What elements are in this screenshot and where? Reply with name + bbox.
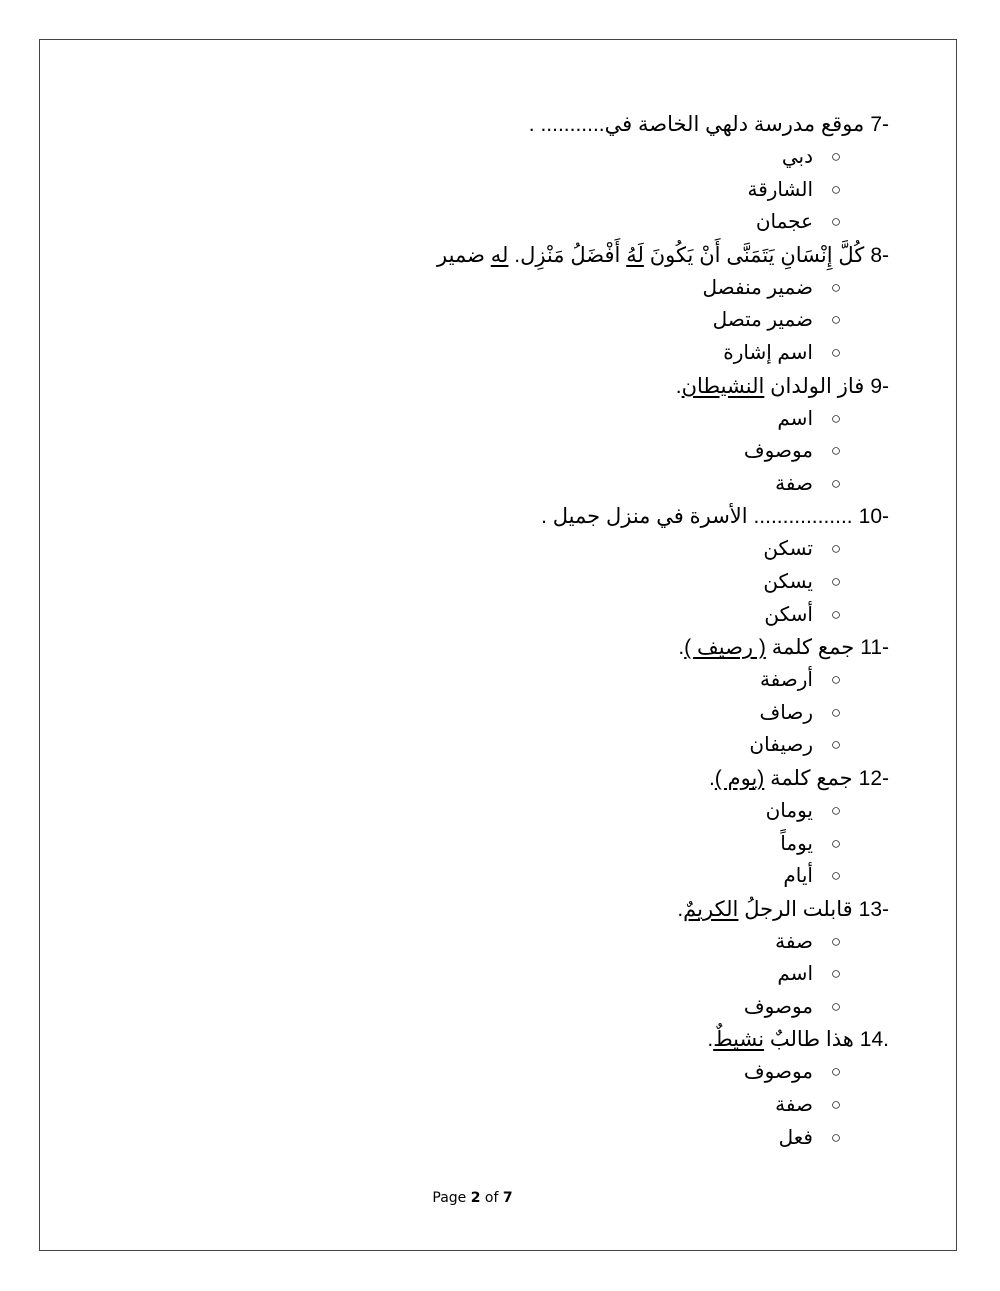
answer-option[interactable] [300, 697, 889, 730]
answer-option[interactable] [300, 174, 889, 207]
question-text: أَفْضَلُ مَنْزِل. [508, 243, 627, 267]
answer-option-label: أسكن [764, 603, 813, 626]
question-text: قابلت الرجلُ [738, 897, 853, 921]
answer-option-label: صفة [775, 1094, 813, 1117]
answer-option[interactable] [300, 468, 889, 501]
question-stem [300, 108, 889, 141]
underlined-word: ( رصيف ) [684, 636, 766, 660]
answer-option-label: الشارقة [747, 178, 813, 201]
radio-circle-icon[interactable]: ○ [830, 964, 842, 984]
radio-circle-icon[interactable]: ○ [830, 212, 842, 232]
radio-circle-icon[interactable]: ○ [830, 571, 842, 591]
question-block [300, 1023, 889, 1154]
answer-option-label: أرصفة [759, 669, 813, 692]
radio-circle-icon[interactable]: ○ [830, 670, 842, 690]
page-middle: of [480, 1190, 503, 1206]
answer-option-label: فعل [778, 1126, 813, 1149]
question-text: كُلَّ إِنْسَانِ يَتَمَنَّى أَنْ يَكُونَ [643, 243, 865, 267]
page-number [0, 1190, 945, 1206]
question-text: فاز الولدان [764, 374, 865, 398]
answer-option-label: يومان [765, 799, 813, 822]
answer-option[interactable] [300, 926, 889, 959]
radio-circle-icon[interactable]: ○ [830, 342, 842, 362]
question-stem [300, 1023, 889, 1056]
question-text: ضمير [437, 243, 491, 267]
answer-option[interactable] [300, 729, 889, 762]
underlined-word: له [490, 243, 509, 267]
radio-circle-icon[interactable]: ○ [830, 441, 842, 461]
answer-option-label: يوماً [780, 832, 813, 855]
question-text: ................. الأسرة في منزل جميل . [541, 505, 853, 529]
question-block [300, 500, 889, 631]
question-number: 9- [870, 374, 889, 398]
radio-circle-icon[interactable]: ○ [830, 539, 842, 559]
radio-circle-icon[interactable]: ○ [830, 931, 842, 951]
radio-circle-icon[interactable]: ○ [830, 866, 842, 886]
question-block [300, 762, 889, 893]
answer-option-label: ضمير متصل [712, 309, 813, 332]
question-stem [300, 370, 889, 403]
answer-option[interactable] [300, 272, 889, 305]
answer-option[interactable] [300, 860, 889, 893]
answer-option[interactable] [300, 1089, 889, 1122]
question-number: 13- [858, 897, 889, 921]
question-text: . [678, 636, 685, 660]
answer-option[interactable] [300, 304, 889, 337]
answer-option[interactable] [300, 828, 889, 861]
radio-circle-icon[interactable]: ○ [830, 147, 842, 166]
underlined-word: نشيطٌ [713, 1028, 765, 1052]
answer-option-label: يسكن [763, 570, 813, 593]
answer-option[interactable] [300, 991, 889, 1024]
answer-option[interactable] [300, 599, 889, 632]
underlined-word: (يوم ) [714, 766, 765, 790]
question-text: هذا طالبٌ [764, 1028, 854, 1052]
radio-circle-icon[interactable]: ○ [830, 310, 842, 330]
answer-option[interactable] [300, 958, 889, 991]
question-number: 11- [860, 636, 889, 660]
answer-option[interactable] [300, 1056, 889, 1089]
answer-option[interactable] [300, 566, 889, 599]
page-prefix: Page [432, 1190, 471, 1206]
question-number: 8- [870, 243, 889, 267]
radio-circle-icon[interactable]: ○ [830, 179, 842, 199]
radio-circle-icon[interactable]: ○ [830, 408, 842, 428]
answer-option[interactable] [300, 337, 889, 370]
question-text: . [707, 1028, 714, 1052]
page-total: 7 [502, 1190, 513, 1206]
radio-circle-icon[interactable]: ○ [830, 833, 842, 853]
question-block [300, 370, 889, 501]
answer-option-label: صفة [775, 472, 813, 495]
question-number: 14. [859, 1028, 889, 1052]
question-block [300, 108, 889, 239]
question-text: . [677, 897, 684, 921]
page-current: 2 [470, 1190, 481, 1206]
question-stem [300, 500, 889, 533]
underlined-word: النشيطان [681, 374, 765, 398]
answer-option-label: موصوف [743, 440, 813, 463]
answer-option-label: اسم [777, 963, 813, 986]
question-stem [300, 631, 889, 664]
radio-circle-icon[interactable]: ○ [830, 277, 842, 297]
answer-option-label: صفة [775, 930, 813, 953]
answer-option[interactable] [300, 533, 889, 566]
underlined-word: الكريمٌ [683, 897, 739, 921]
radio-circle-icon[interactable]: ○ [830, 996, 842, 1016]
answer-option[interactable] [300, 1122, 889, 1155]
radio-circle-icon[interactable]: ○ [830, 1095, 842, 1115]
answer-option[interactable] [300, 141, 889, 174]
radio-circle-icon[interactable]: ○ [830, 702, 842, 722]
radio-circle-icon[interactable]: ○ [830, 800, 842, 820]
question-text: . [708, 766, 715, 790]
underlined-word: لَهُ [626, 243, 644, 267]
question-stem [300, 893, 889, 926]
answer-option[interactable] [300, 664, 889, 697]
radio-circle-icon[interactable]: ○ [830, 1062, 842, 1082]
radio-circle-icon[interactable]: ○ [830, 604, 842, 624]
answer-option-label: رصيفان [749, 734, 813, 757]
answer-option-label: أيام [783, 865, 813, 888]
question-number: 12- [858, 766, 889, 790]
question-text: جمع كلمة [764, 766, 853, 790]
answer-option-label: رصاف [759, 701, 813, 724]
answer-option[interactable] [300, 403, 889, 436]
answer-option-label: موصوف [743, 1061, 813, 1084]
answer-option-label: عجمان [755, 211, 813, 234]
answer-option[interactable] [300, 795, 889, 828]
question-stem [300, 762, 889, 795]
answer-option[interactable] [300, 435, 889, 468]
question-block [300, 893, 889, 1024]
question-text: موقع مدرسة دلهي الخاصة في........... . [528, 113, 865, 136]
question-block [300, 631, 889, 762]
radio-circle-icon[interactable]: ○ [830, 1127, 842, 1147]
radio-circle-icon[interactable]: ○ [830, 473, 842, 493]
answer-option-label: ضمير منفصل [702, 276, 813, 299]
question-number: 10- [858, 505, 889, 529]
answer-option-label: اسم إشارة [723, 341, 813, 364]
question-block [300, 239, 889, 370]
answer-option-label: دبي [781, 146, 813, 168]
question-text: جمع كلمة [765, 636, 855, 660]
answer-option-label: موصوف [743, 995, 813, 1018]
question-stem [300, 239, 889, 272]
radio-circle-icon[interactable]: ○ [830, 735, 842, 755]
answer-option-label: تسكن [763, 538, 813, 561]
answer-option[interactable] [300, 206, 889, 239]
question-number: 7- [870, 113, 889, 136]
question-text: . [675, 374, 682, 398]
question-list [300, 108, 889, 1154]
answer-option-label: اسم [777, 407, 813, 430]
